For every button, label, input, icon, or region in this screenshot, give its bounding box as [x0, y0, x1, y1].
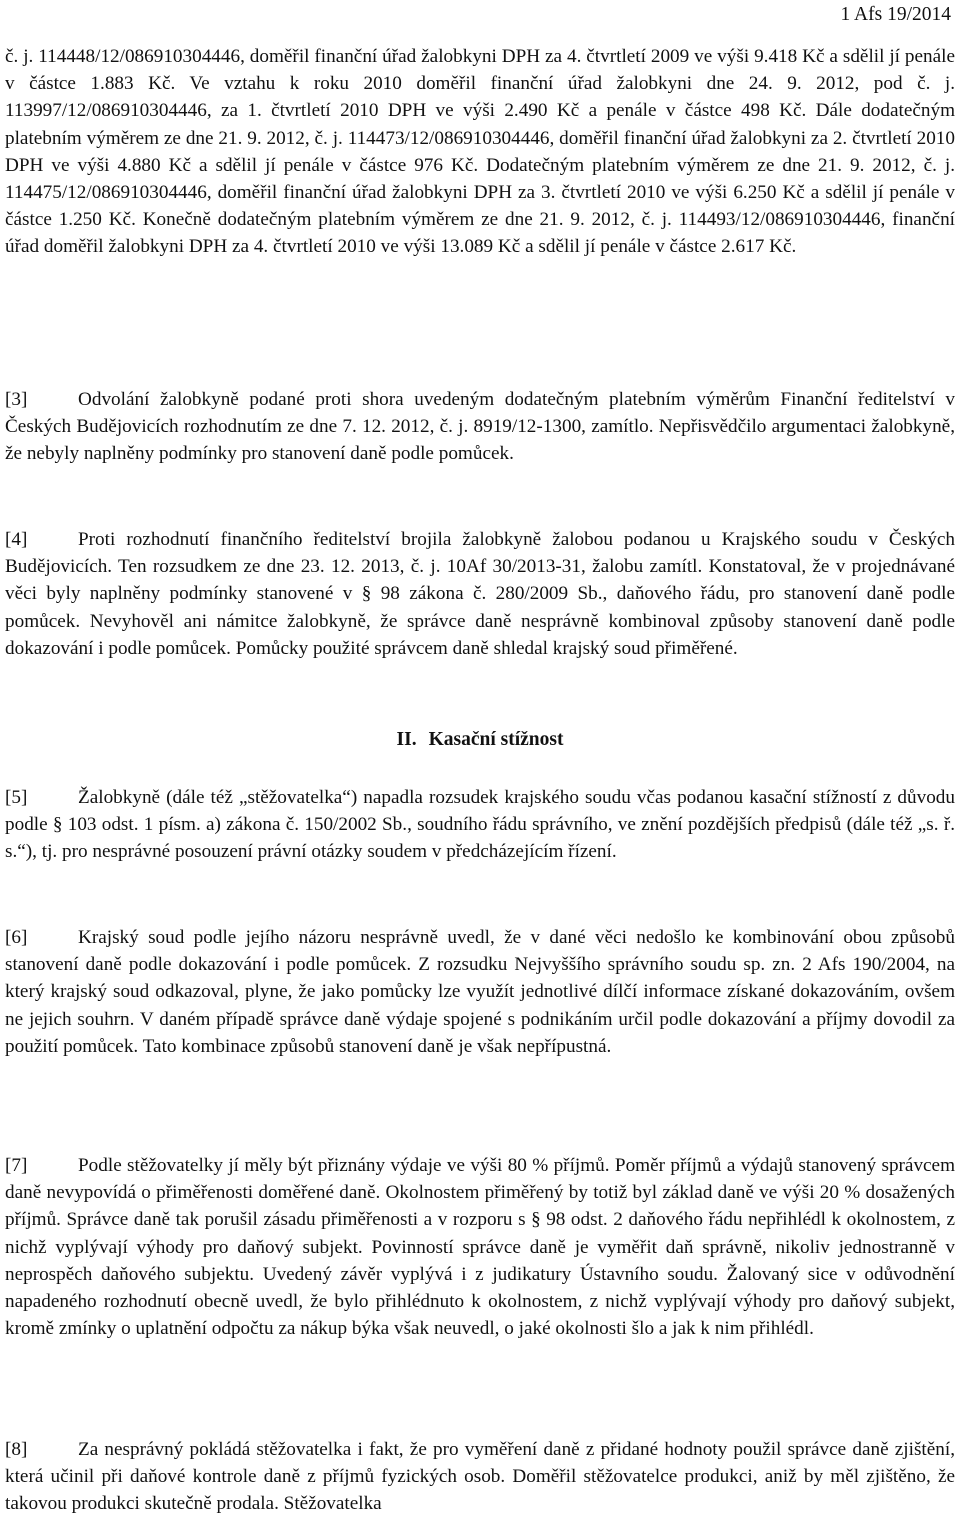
section-title: Kasační stížnost	[428, 729, 564, 750]
paragraph-8	[5, 1436, 955, 1518]
paragraph-3	[5, 386, 955, 468]
case-number-header: 1 Afs 19/2014	[840, 4, 951, 25]
paragraph-4	[5, 526, 955, 662]
paragraph-continuation	[5, 43, 955, 261]
paragraph-6	[5, 924, 955, 1060]
section-numeral: II.	[396, 729, 417, 750]
paragraph-text: Žalobkyně (dále též „stěžovatelka“) napadla rozsudek krajského soudu včas podanou kasační stížností z důvodu podle § 103 odst. 1 písm. a) zákona č. 150/2002 Sb., soudního řádu správního, ve znění pozdějších předpisů (dále též „s. ř. s.“), tj. pro nesprávné posouzení právní otázky soudem v předcházejícím řízení.	[5, 787, 955, 863]
section-heading	[5, 727, 955, 753]
paragraph-5	[5, 784, 955, 866]
paragraph-number: [3]	[5, 389, 28, 410]
paragraph-text: Podle stěžovatelky jí měly být přiznány výdaje ve výši 80 % příjmů. Poměr příjmů a výdajů stanovený správcem daně nevypovídá o přiměřenosti doměřené daně. Okolnostem přiměřený by totiž byl základ daně ve výši 20 % dosažených příjmů. Správce daně tak porušil zásadu přiměřenosti a v rozporu s § 98 odst. 2 daňového řádu nepřihlédl k okolnostem, z nichž vyplývají výhody pro daňový subjekt. Povinností správce daně je vyměřit daň správně, nikoliv jednostranně v neprospěch daňového subjektu. Uvedený závěr vyplývá i z judikatury Ústavního soudu. Žalovaný sice v odůvodnění napadeného rozhodnutí obecně uvedl, že bylo přihlédnuto k okolnostem, z nichž vyplývají výhody pro daňový subjekt, kromě zmínky o uplatnění odpočtu za nákup býka však neuvedl, o jaké okolnosti šlo a jak k nim přihlédl.	[5, 1155, 955, 1340]
paragraph-number: [5]	[5, 787, 28, 808]
paragraph-text: Krajský soud podle jejího názoru nesprávně uvedl, že v dané věci nedošlo ke kombinování obou způsobů stanovení daně podle dokazování i podle pomůcek. Z rozsudku Nejvyššího správního soudu sp. zn. 2 Afs 190/2004, na který krajský soud odkazoval, plyne, že jako pomůcky lze využít jednotlivé dílčí informace získané dokazováním, ovšem ne jejich souhrn. V daném případě správce daně výdaje spojené s podnikáním určil podle dokazování a příjmy dovodil za použití pomůcek. Tato kombinace způsobů stanovení daně je však nepřípustná.	[5, 927, 955, 1057]
paragraph-number: [6]	[5, 927, 28, 948]
paragraph-number: [4]	[5, 529, 28, 550]
paragraph-text: Proti rozhodnutí finančního ředitelství brojila žalobkyně žalobou podanou u Krajského soudu v Českých Budějovicích. Ten rozsudkem ze dne 23. 12. 2013, č. j. 10Af 30/2013-31, žalobu zamítl. Konstatoval, že v projednávané věci byly naplněny podmínky stanovené v § 98 zákona č. 280/2009 Sb., daňového řádu, pro stanovení daně podle pomůcek. Nevyhověl ani námitce žalobkyně, že správce daně nesprávně kombinoval způsoby stanovení daně podle dokazování i podle pomůcek. Pomůcky použité správcem daně shledal krajský soud přiměřené.	[5, 529, 955, 659]
paragraph-text: Za nesprávný pokládá stěžovatelka i fakt, že pro vyměření daně z přidané hodnoty použil správce daně zjištění, která učinil při daňové kontrole daně z příjmů fyzických osob. Doměřil stěžovatelce produkci, aniž by měl zjištěno, že takovou produkci skutečně prodala. Stěžovatelka	[5, 1439, 955, 1515]
paragraph-number: [7]	[5, 1155, 28, 1176]
paragraph-7	[5, 1152, 955, 1342]
paragraph-number: [8]	[5, 1439, 28, 1460]
paragraph-text: Odvolání žalobkyně podané proti shora uvedeným dodatečným platebním výměrům Finanční ředitelství v Českých Budějovicích rozhodnutím ze dne 7. 12. 2012, č. j. 8919/12-1300, zamítlo. Nepřisvědčilo argumentaci žalobkyně, že nebyly naplněny podmínky pro stanovení daně podle pomůcek.	[5, 389, 955, 465]
paragraph-text: č. j. 114448/12/086910304446, doměřil finanční úřad žalobkyni DPH za 4. čtvrtletí 2009 ve výši 9.418 Kč a sdělil jí penále v částce 1.883 Kč. Ve vztahu k roku 2010 doměřil finanční úřad žalobkyni dne 24. 9. 2012, pod č. j. 113997/12/086910304446, za 1. čtvrtletí 2010 DPH ve výši 2.490 Kč a penále v částce 498 Kč. Dále dodatečným platebním výměrem ze dne 21. 9. 2012, č. j. 114473/12/086910304446, doměřil finanční úřad žalobkyni za 2. čtvrtletí 2010 DPH ve výši 4.880 Kč a sdělil jí penále v částce 976 Kč. Dodatečným platebním výměrem ze dne 21. 9. 2012, č. j. 114475/12/086910304446, doměřil finanční úřad žalobkyni DPH za 3. čtvrtletí 2010 ve výši 6.250 Kč a sdělil jí penále v částce 1.250 Kč. Konečně dodatečným platebním výměrem ze dne 21. 9. 2012, č. j. 114493/12/086910304446, finanční úřad doměřil žalobkyni DPH za 4. čtvrtletí 2010 ve výši 13.089 Kč a sdělil jí penále v částce 2.617 Kč.	[5, 46, 955, 258]
